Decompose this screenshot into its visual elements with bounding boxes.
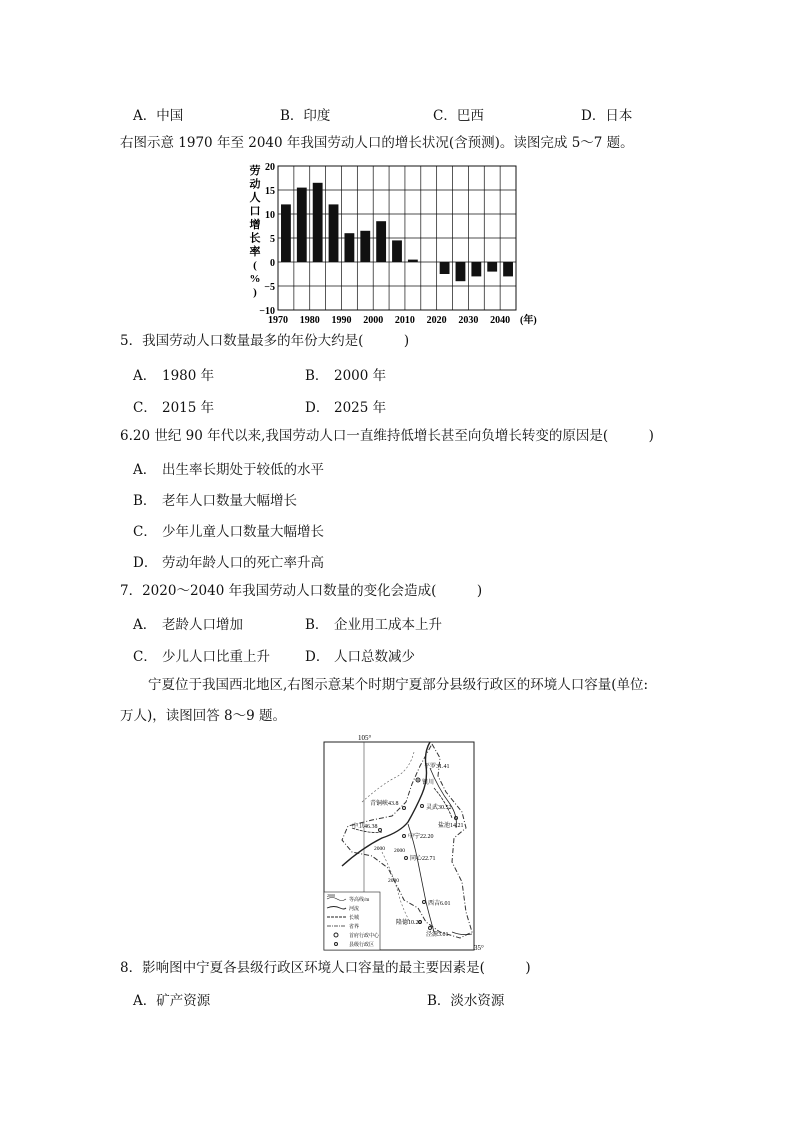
y-axis-label-char: 长	[249, 232, 261, 245]
value-xiji: 6.01	[440, 901, 451, 907]
x-tick-label: 2040	[490, 315, 511, 326]
q6-option-c-text: 少年儿童人口数量大幅增长	[162, 524, 324, 540]
labor-growth-chart	[245, 160, 555, 328]
x-tick-label: 2000	[363, 315, 384, 326]
y-axis-label-char: %	[249, 273, 261, 285]
q8-stem: 8．影响图中宁夏各县级行政区环境人口容量的最主要因素是( )	[120, 960, 531, 976]
y-axis-label-char: 口	[249, 205, 261, 218]
bar	[329, 204, 339, 262]
y-axis-label-char: 劳	[249, 165, 261, 177]
q5-option-a-text: 1980 年	[162, 368, 215, 384]
value-tongxin: 22.71	[422, 856, 436, 862]
q5-option-b-letter: B．	[305, 368, 329, 384]
q8-option-b: B．淡水资源	[427, 993, 505, 1009]
city-yinchuan-dot	[417, 779, 419, 781]
place-pingluo: 平罗	[424, 764, 437, 770]
city-tongxin-marker	[405, 857, 408, 860]
y-tick-label: 5	[270, 234, 275, 245]
place-qingtongxia: 青铜峡	[370, 801, 389, 807]
value-longde: 10.20	[408, 920, 422, 926]
q6-option-b-letter: B．	[133, 493, 157, 509]
legend-border: 省界	[349, 925, 360, 930]
q8-option-a: A．矿产资源	[133, 993, 211, 1009]
q7-option-d-letter: D．	[305, 649, 330, 665]
y-axis-label-char: 增	[249, 219, 261, 231]
legend-contour: 等高线/m	[349, 898, 370, 903]
city-xiji-marker	[423, 901, 426, 904]
q4-option-d: D．日本	[581, 108, 633, 124]
city-zhongwei-marker	[379, 829, 382, 832]
value-qingtongxia: 43.8	[388, 801, 399, 807]
place-zhongwei: 中卫	[352, 824, 365, 830]
lon-label: 105°	[358, 734, 372, 742]
bar	[487, 262, 497, 272]
q5-option-b-text: 2000 年	[334, 368, 387, 384]
q7-stem: 7．2020～2040 年我国劳动人口数量的变化会造成( )	[120, 583, 483, 599]
bar	[471, 262, 481, 276]
q7-option-b-text: 企业用工成本上升	[334, 617, 442, 633]
legend-wall: 长城	[349, 916, 360, 921]
intro-5-7: 右图示意 1970 年至 2040 年我国劳动人口的增长状况(含预测)。读图完成 5～7 题。	[120, 135, 634, 151]
y-axis-label-char: 率	[249, 246, 261, 258]
city-qingtongxia-marker	[403, 807, 406, 810]
x-axis-unit: (年)	[520, 315, 537, 326]
value-zhongning: 22.20	[420, 834, 434, 840]
x-tick-label: 1970	[268, 315, 288, 326]
q7-option-c-letter: C．	[133, 649, 157, 665]
ningxia-map	[322, 732, 492, 954]
y-tick-label: 10	[265, 210, 275, 221]
value-lingwu: 30.52	[438, 805, 452, 811]
contour-label-1: 2000	[374, 846, 385, 852]
q6-stem: 6.20 世纪 90 年代以来,我国劳动人口一直维持低增长甚至向负增长转变的原因是( )	[120, 428, 654, 444]
city-lingwu-marker	[421, 805, 424, 808]
q6-option-b-text: 老年人口数量大幅增长	[162, 493, 297, 509]
contour-label-3: 2000	[388, 878, 399, 884]
legend-river: 河流	[349, 907, 360, 912]
bar	[281, 204, 291, 262]
q6-option-a-letter: A．	[133, 462, 157, 478]
value-zhongwei: 46.38	[364, 824, 378, 830]
bar	[503, 262, 513, 276]
q7-option-a-letter: A．	[133, 617, 157, 633]
place-yanchi: 盐池	[438, 823, 451, 829]
place-xiji: 西吉	[428, 901, 441, 907]
bar	[376, 221, 386, 262]
q6-option-d-letter: D．	[133, 555, 158, 571]
place-tongxin: 同心	[410, 856, 423, 862]
bar	[344, 233, 354, 262]
legend-county: 县级行政区	[349, 943, 375, 948]
intro-8-9-line1: 宁夏位于我国西北地区,右图示意某个时期宁夏部分县级行政区的环境人口容量(单位:	[148, 677, 649, 693]
intro-8-9-line2: 万人)，读图回答 8～9 题。	[120, 708, 287, 724]
legend-capital: 首府行政中心	[349, 934, 380, 939]
q7-option-b-letter: B．	[305, 617, 329, 633]
bar	[360, 231, 370, 262]
y-axis-label-char: )	[253, 286, 257, 299]
lat-label: 35°	[474, 944, 484, 952]
bar	[440, 262, 450, 274]
q5-option-d-text: 2025 年	[334, 400, 387, 416]
q7-option-d-text: 人口总数减少	[334, 649, 415, 665]
x-tick-label: 1990	[331, 315, 352, 326]
city-zhongning-marker	[403, 835, 406, 838]
q7-option-c-text: 少儿人口比重上升	[162, 649, 270, 665]
bar	[408, 260, 418, 262]
q5-option-c-text: 2015 年	[162, 400, 215, 416]
y-tick-label: −5	[264, 282, 275, 293]
contour-line-2	[362, 752, 414, 802]
q4-option-c: C．巴西	[433, 108, 484, 124]
q5-option-a-letter: A．	[133, 368, 157, 384]
city-jingyuan-marker	[429, 927, 432, 930]
q5-stem: 5．我国劳动人口数量最多的年份大约是( )	[120, 333, 410, 349]
legend-contour-sample: 2000	[327, 893, 335, 898]
value-jingyuan: 3.01	[438, 932, 449, 938]
value-yanchi: 14.21	[450, 823, 464, 829]
q4-option-b: B．印度	[280, 108, 331, 124]
y-tick-label: −10	[259, 306, 275, 317]
river-qingshui	[408, 824, 434, 932]
q7-option-a-text: 老龄人口增加	[162, 617, 243, 633]
q5-option-d-letter: D．	[305, 400, 330, 416]
place-zhongning: 中宁	[408, 834, 421, 840]
bar	[297, 188, 307, 262]
q6-option-d-text: 劳动年龄人口的死亡率升高	[162, 555, 324, 571]
y-axis-label-char: 动	[249, 178, 261, 191]
place-yinchuan: 银川	[422, 780, 435, 786]
place-lingwu: 灵武	[426, 805, 439, 811]
x-tick-label: 1980	[299, 315, 320, 326]
q6-option-a-text: 出生率长期处于较低的水平	[162, 462, 324, 478]
bar	[392, 240, 402, 262]
bar	[456, 262, 466, 281]
y-axis-label-char: 人	[249, 192, 261, 204]
y-tick-label: 15	[265, 186, 275, 197]
q4-option-a: A．中国	[133, 108, 184, 124]
q5-option-c-letter: C．	[133, 400, 157, 416]
y-tick-label: 0	[270, 258, 275, 269]
bar	[313, 183, 323, 262]
x-tick-label: 2010	[394, 315, 415, 326]
q6-option-c-letter: C．	[133, 524, 157, 540]
contour-line-1	[382, 852, 410, 922]
y-tick-label: 20	[265, 162, 275, 173]
x-tick-label: 2020	[426, 315, 447, 326]
value-pingluo: 31.41	[436, 764, 450, 770]
place-jingyuan: 泾源	[426, 932, 439, 938]
contour-label-2: 2000	[394, 848, 405, 854]
place-longde: 隆德	[396, 920, 409, 926]
y-axis-label-char: (	[253, 259, 257, 272]
river-branch-east	[430, 768, 456, 828]
x-tick-label: 2030	[458, 315, 479, 326]
